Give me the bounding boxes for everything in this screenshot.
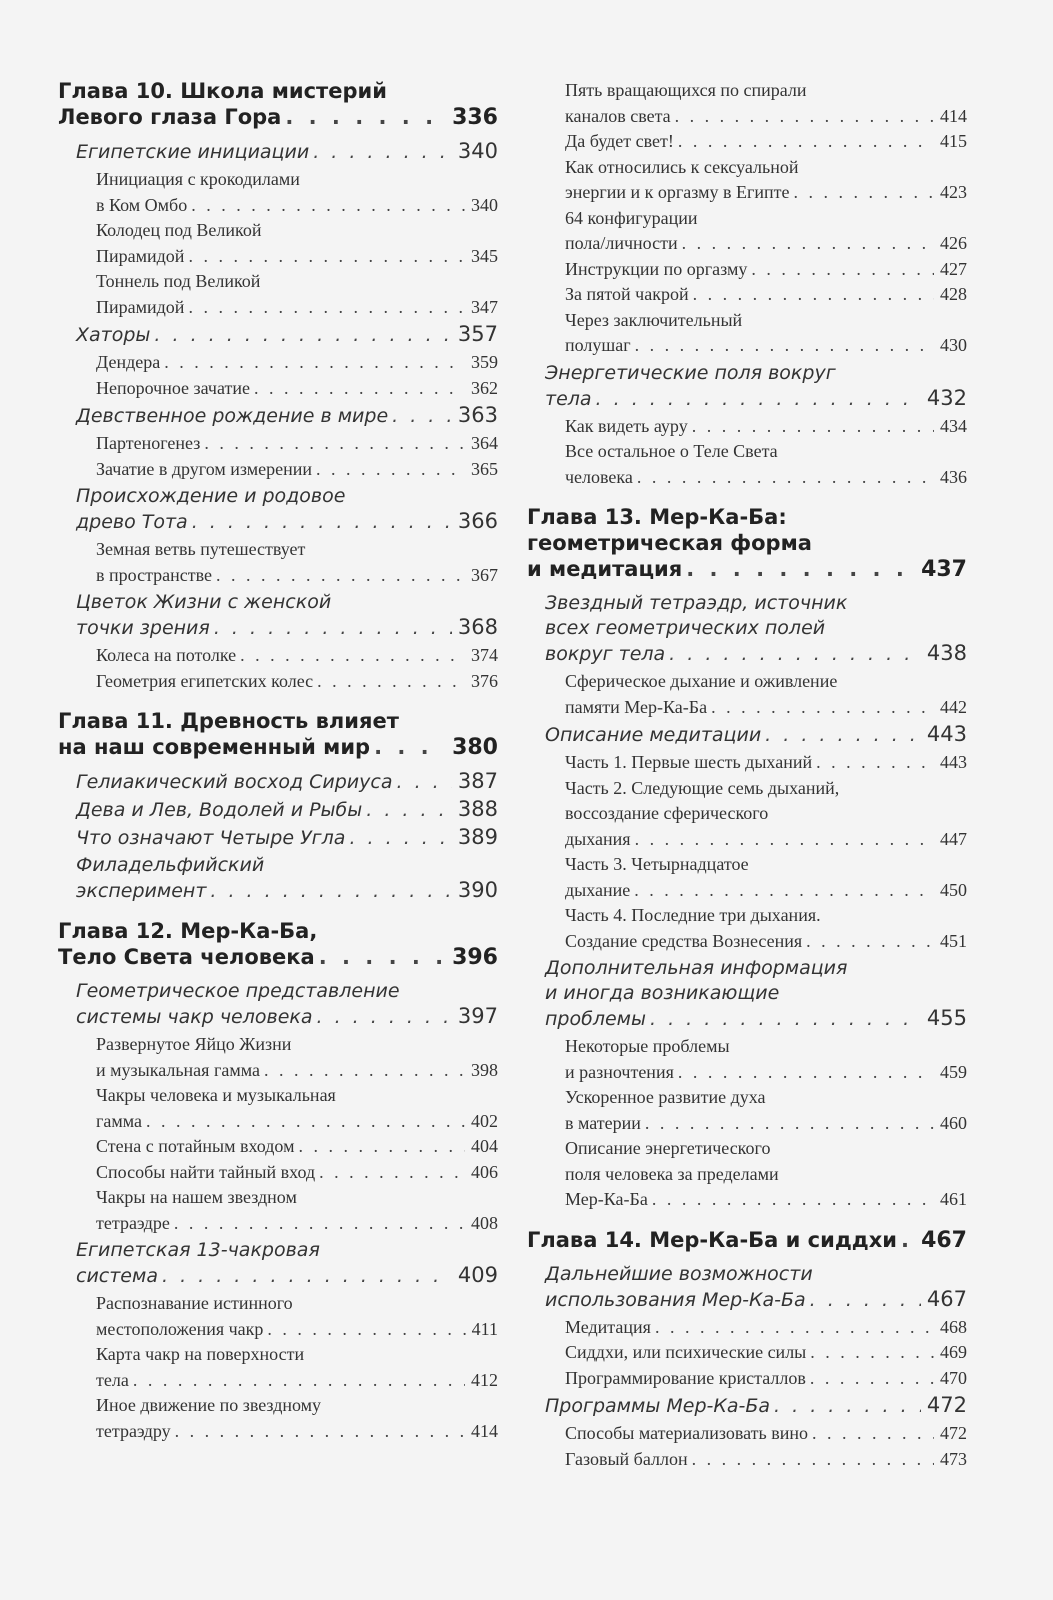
page-number: 472 (926, 1393, 967, 1417)
toc-entry-title-line: тела (96, 1369, 129, 1390)
toc-entry-title-line: Что означают Четыре Угла (76, 827, 346, 849)
page-number: 426 (940, 233, 967, 253)
dot-leader (816, 750, 934, 776)
toc-entry-title-line: вокруг тела (545, 643, 666, 665)
toc-entry-title-line: Энергетические поля вокруг (545, 361, 836, 384)
page-number: 447 (940, 828, 967, 849)
page-number: 442 (940, 696, 967, 717)
page-number: 374 (471, 645, 498, 665)
toc-section (545, 591, 967, 667)
dot-leader (313, 140, 452, 165)
page-number: 404 (471, 1136, 498, 1156)
page-number: 434 (940, 415, 967, 436)
toc-sub (96, 1160, 498, 1186)
dot-leader (204, 431, 465, 457)
page-number: 459 (940, 1061, 967, 1082)
dot-leader (682, 231, 934, 257)
toc-sub (565, 414, 967, 440)
page-number: 398 (471, 1059, 498, 1080)
toc-sub (565, 206, 967, 257)
toc-entry-title-line: Непорочное зачатие (96, 377, 250, 398)
toc-sub (565, 852, 967, 903)
toc-section (545, 361, 967, 412)
toc-sub (96, 457, 498, 483)
dot-leader (693, 282, 934, 308)
dot-leader (210, 879, 452, 904)
toc-entry-title-line: Да будет свет! (565, 131, 674, 151)
toc-section (76, 853, 498, 904)
toc-section (76, 403, 498, 429)
toc-sub (565, 78, 967, 129)
toc-entry-title-line: Способы найти тайный вход (96, 1161, 316, 1182)
toc-entry-title-line: Земная ветвь путешествует (96, 539, 306, 559)
toc-section (76, 139, 498, 165)
toc-entry-title-line: Часть 2. Следующие семь дыханий, (565, 777, 840, 798)
page-number: 397 (457, 1004, 498, 1028)
toc-entry-title-line: системы чакр человека (76, 1006, 313, 1028)
toc-entry-title-line: Инициация с крокодилами (96, 169, 300, 189)
toc-entry-title-line: Часть 1. Первые шесть дыханий (565, 752, 813, 772)
toc-entry-title-line: тела (545, 387, 592, 410)
page-number: 396 (452, 945, 498, 970)
toc-chapter (58, 708, 498, 761)
page-number: 387 (457, 769, 498, 793)
dot-leader (806, 929, 934, 955)
toc-entry-title-line: и музыкальная гамма (96, 1059, 260, 1080)
toc-entry-title-line: Филадельфийский (76, 854, 265, 876)
toc-entry-title-line: За пятой чакрой (565, 284, 689, 304)
toc-entry-title-line: Сиддхи, или психические силы (565, 1342, 807, 1362)
dot-leader (267, 1317, 465, 1343)
toc-entry-title-line: Колодец под Великой (96, 220, 262, 240)
toc-entry-title-line: и иногда возникающие (545, 982, 780, 1004)
dot-leader (175, 1419, 465, 1445)
dot-leader (396, 770, 451, 795)
toc-sub (565, 1366, 967, 1392)
page-number: 366 (457, 509, 498, 533)
toc-entry-title-line: Способы материализовать вино (565, 1423, 808, 1443)
page-number: 450 (940, 879, 967, 900)
toc-entry-title-line: Пирамидой (96, 245, 185, 266)
toc-entry-title-line: система (76, 1265, 158, 1287)
page-number: 368 (457, 615, 498, 639)
toc-entry-title-line: Некоторые проблемы (565, 1036, 730, 1056)
toc-entry-title-line: Иное движение по звездному (96, 1395, 322, 1415)
toc-entry-title-line: Дендера (96, 352, 161, 372)
dot-leader (214, 616, 452, 641)
toc-entry-title-line: 64 конфигурации (565, 207, 698, 228)
toc-sub (565, 282, 967, 308)
toc-entry-title-line: Стена с потайным входом (96, 1136, 295, 1156)
page-number: 359 (471, 352, 498, 372)
toc-entry-title-line: памяти Мер-Ка-Ба (565, 696, 708, 717)
toc-entry-title-line: эксперимент (76, 880, 207, 902)
toc-entry-title-line: Развернутое Яйцо Жизни (96, 1034, 292, 1054)
toc-entry-title-line: Создание средства Вознесения (565, 930, 803, 951)
toc-entry-title-line: полушаг (565, 335, 631, 355)
toc-sub (96, 1134, 498, 1160)
toc-entry-title-line: Левого глаза Гора (58, 105, 282, 129)
toc-entry-title-line: дыхание (565, 879, 631, 900)
toc-entry-title-line: Девственное рождение в мире (76, 405, 389, 427)
page-number: 451 (940, 930, 967, 951)
toc-sub (565, 903, 967, 954)
toc-entry-title-line: Чакры на нашем звездном (96, 1187, 297, 1207)
page-number: 428 (940, 284, 967, 304)
toc-entry-title-line: тетраэдру (96, 1420, 171, 1441)
toc-entry-title-line: Гелиакический восход Сириуса (76, 771, 393, 793)
toc-entry-title-line: Описание энергетического (565, 1138, 771, 1158)
dot-leader (645, 1111, 934, 1137)
toc-entry-title-line: Программирование кристаллов (565, 1367, 806, 1388)
page-number: 357 (457, 322, 498, 346)
page-number: 388 (457, 797, 498, 821)
toc-entry-title-line: Глава 10. Школа мистерий (58, 79, 387, 103)
toc-entry-title-line: местоположения чакр (96, 1318, 264, 1339)
toc-entry-title-line: Газовый баллон (565, 1448, 688, 1469)
toc-entry-title-line: в материи (565, 1112, 641, 1133)
dot-leader (298, 1134, 465, 1160)
page-number: 414 (471, 1420, 498, 1441)
toc-entry-title-line: Глава 12. Мер-Ка-Ба, (58, 919, 318, 943)
toc-entry-title-line: человека (565, 466, 633, 487)
toc-sub (565, 439, 967, 490)
page-number: 461 (940, 1189, 967, 1209)
toc-sub (565, 155, 967, 206)
page-number: 469 (940, 1342, 967, 1362)
toc-entry-title-line: Партеногенез (96, 433, 201, 453)
dot-leader (319, 944, 446, 970)
toc-entry-title-line: Мер-Ка-Ба (565, 1189, 648, 1209)
toc-sub (565, 1034, 967, 1085)
dot-leader (655, 1315, 934, 1341)
toc-sub (96, 1342, 498, 1393)
toc-entry-title-line: Дальнейшие возможности (545, 1262, 813, 1285)
toc-entry-title-line: Звездный тетраэдр, источник (545, 592, 848, 614)
page-number: 467 (921, 1227, 967, 1253)
dot-leader (154, 323, 451, 348)
toc-entry-title-line: в Ком Омбо (96, 194, 188, 215)
toc-entry-title-line: Зачатие в другом измерении (96, 458, 313, 479)
dot-leader (374, 734, 446, 760)
toc-entry-title-line: на наш современный мир (58, 735, 371, 759)
toc-sub (565, 1447, 967, 1473)
dot-leader (686, 556, 915, 582)
dot-leader (174, 1211, 465, 1237)
page-number: 376 (471, 670, 498, 691)
page-number: 473 (940, 1448, 967, 1469)
dot-leader (765, 723, 921, 748)
page-number: 364 (471, 433, 498, 453)
toc-entry-title-line: Описание медитации (545, 724, 762, 746)
toc-entry-title-line: Сферическое дыхание и оживление (565, 671, 838, 691)
toc-section (545, 1393, 967, 1419)
page-number: 336 (452, 105, 498, 130)
dot-leader (317, 1005, 452, 1030)
dot-leader (637, 465, 934, 491)
page-number: 362 (471, 377, 498, 398)
dot-leader (316, 457, 465, 483)
toc-entry-title-line: воссоздание сферического (565, 803, 769, 823)
toc-sub (565, 1085, 967, 1136)
toc-entry-title-line: Глава 11. Древность влияет (58, 709, 399, 733)
toc-entry-title-line: в пространстве (96, 564, 213, 585)
dot-leader (162, 1264, 452, 1289)
toc-sub (565, 1421, 967, 1447)
toc-entry-title-line: энергии и к оргазму в Египте (565, 182, 790, 202)
toc-sub (565, 129, 967, 155)
toc-section (76, 322, 498, 348)
toc-entry-title-line: Колеса на потолке (96, 645, 237, 665)
dot-leader (349, 826, 451, 851)
dot-leader (692, 1447, 934, 1473)
toc-entry-title-line: Тоннель под Великой (96, 271, 261, 291)
toc-entry-title-line: Пирамидой (96, 296, 185, 317)
dot-leader (240, 643, 465, 669)
toc-entry-title-line: Ускоренное развитие духа (565, 1087, 766, 1107)
toc-entry-title-line: Часть 3. Четырнадцатое (565, 854, 749, 874)
toc-entry-title-line: Часть 4. Последние три дыхания. (565, 905, 821, 925)
toc-entry-title-line: Как видеть ауру (565, 415, 688, 436)
dot-leader (810, 1366, 934, 1392)
toc-chapter (58, 78, 498, 131)
page-number: 455 (926, 1006, 967, 1030)
toc-sub (96, 167, 498, 218)
toc-entry-title-line: точки зрения (76, 617, 210, 639)
page-number: 408 (471, 1212, 498, 1233)
toc-entry-title-line: гамма (96, 1110, 143, 1131)
toc-sub (96, 350, 498, 376)
dot-leader (285, 104, 446, 130)
page-number: 406 (471, 1161, 498, 1182)
page-number: 423 (940, 182, 967, 202)
page-number: 467 (926, 1286, 967, 1311)
dot-leader (650, 1007, 921, 1032)
toc-section (545, 1262, 967, 1313)
toc-sub (565, 750, 967, 776)
page-number: 470 (940, 1367, 967, 1388)
toc-right-column (527, 78, 967, 1472)
toc-sub (565, 308, 967, 359)
page-number: 432 (926, 385, 967, 410)
toc-chapter (58, 918, 498, 971)
toc-entry-title-line: Дополнительная информация (545, 957, 848, 979)
toc-entry-title-line: и разночтения (565, 1061, 674, 1082)
page-number: 340 (457, 139, 498, 163)
page-number: 402 (471, 1110, 498, 1131)
page-number: 443 (940, 752, 967, 772)
toc-entry-title-line: Медитация (565, 1316, 651, 1337)
page-number: 389 (457, 825, 498, 849)
dot-leader (392, 404, 452, 429)
dot-leader (635, 333, 934, 359)
dot-leader (216, 563, 465, 589)
page-number: 340 (471, 194, 498, 215)
toc-entry-title-line: использования Мер-Ка-Ба (545, 1288, 806, 1311)
toc-entry-title-line: Хаторы (76, 324, 151, 346)
dot-leader (164, 350, 465, 376)
toc-sub (96, 1185, 498, 1236)
dot-leader (146, 1109, 465, 1135)
dot-leader (675, 104, 934, 130)
dot-leader (901, 1227, 915, 1253)
page-number: 347 (471, 296, 498, 317)
toc-entry-title-line: геометрическая форма (527, 531, 812, 555)
toc-sub (96, 269, 498, 320)
dot-leader (692, 414, 934, 440)
toc-entry-title-line: Дева и Лев, Водолей и Рыбы (76, 799, 363, 821)
toc-sub (96, 643, 498, 669)
page-number: 430 (940, 335, 967, 355)
toc-entry-title-line: тетраэдре (96, 1212, 170, 1233)
page-number: 365 (471, 458, 498, 479)
dot-leader (188, 244, 465, 270)
toc-section (545, 956, 967, 1032)
toc-entry-title-line: Чакры человека и музыкальная (96, 1085, 336, 1105)
toc-sub (565, 669, 967, 720)
toc-entry-title-line: Распознавание истинного (96, 1293, 293, 1313)
toc-entry-title-line: Карта чакр на поверхности (96, 1344, 305, 1364)
toc-sub (565, 776, 967, 853)
toc-sub (96, 376, 498, 402)
toc-sub (565, 1340, 967, 1366)
page-number: 380 (452, 735, 498, 760)
toc-sub (96, 1291, 498, 1342)
page-number: 411 (471, 1318, 498, 1339)
page-number: 367 (471, 564, 498, 585)
dot-leader (711, 695, 934, 721)
page-number: 443 (926, 722, 967, 746)
dot-leader (810, 1340, 934, 1366)
dot-leader (810, 1288, 921, 1313)
toc-entry-title-line: Все остальное о Теле Света (565, 441, 778, 461)
toc-entry-title-line: Цветок Жизни с женской (76, 591, 332, 613)
dot-leader (669, 642, 921, 667)
dot-leader (191, 193, 465, 219)
dot-leader (192, 510, 452, 535)
toc-left-column (58, 78, 498, 1444)
dot-leader (751, 257, 934, 283)
toc-sub (96, 431, 498, 457)
toc-entry-title-line: Пять вращающихся по спирали (565, 80, 807, 100)
toc-sub (96, 537, 498, 588)
toc-entry-title-line: Глава 13. Мер-Ка-Ба: (527, 505, 787, 529)
page-number: 412 (471, 1369, 498, 1390)
page-number: 414 (940, 105, 967, 126)
toc-entry-title-line: Глава 14. Мер-Ка-Ба и сиддхи (527, 1227, 898, 1252)
page-number: 460 (940, 1112, 967, 1133)
dot-leader (188, 295, 465, 321)
toc-section (76, 769, 498, 795)
toc-chapter (527, 504, 967, 583)
toc-entry-title-line: Геометрическое представление (76, 980, 400, 1002)
dot-leader (366, 798, 452, 823)
page-number: 409 (457, 1263, 498, 1287)
toc-entry-title-line: проблемы (545, 1008, 646, 1030)
dot-leader (812, 1421, 934, 1447)
dot-leader (133, 1368, 465, 1394)
toc-entry-title-line: дыхания (565, 828, 631, 849)
toc-section (76, 797, 498, 823)
toc-chapter (527, 1227, 967, 1254)
toc-entry-title-line: Как относились к сексуальной (565, 156, 799, 177)
dot-leader (596, 387, 921, 412)
toc-sub (96, 1083, 498, 1134)
toc-entry-title-line: Инструкции по оргазму (565, 258, 748, 279)
page-number: 363 (457, 403, 498, 427)
toc-sub (565, 1315, 967, 1341)
dot-leader (634, 878, 934, 904)
toc-sub (565, 257, 967, 283)
toc-section (545, 722, 967, 748)
dot-leader (317, 669, 465, 695)
page-number: 427 (940, 258, 967, 279)
dot-leader (678, 1060, 934, 1086)
toc-entry-title-line: поля человека за пределами (565, 1163, 779, 1184)
dot-leader (652, 1187, 934, 1213)
page-number: 468 (940, 1316, 967, 1337)
toc-entry-title-line: всех геометрических полей (545, 617, 826, 639)
toc-entry-title-line: Происхождение и родовое (76, 485, 346, 507)
page-number: 438 (926, 641, 967, 665)
toc-section (76, 979, 498, 1030)
page-number: 472 (940, 1423, 967, 1443)
toc-entry-title-line: каналов света (565, 105, 671, 126)
toc-section (76, 590, 498, 641)
dot-leader (774, 1394, 921, 1419)
toc-section (76, 484, 498, 535)
toc-entry-title-line: Через заключительный (565, 309, 743, 330)
toc-entry-title-line: древо Тота (76, 511, 188, 533)
toc-sub (96, 1393, 498, 1444)
page-number: 390 (457, 878, 498, 902)
toc-sub (96, 218, 498, 269)
dot-leader (635, 827, 934, 853)
page-number: 415 (940, 131, 967, 151)
toc-section (76, 1238, 498, 1289)
toc-entry-title-line: Египетская 13-чакровая (76, 1239, 320, 1261)
dot-leader (264, 1058, 465, 1084)
toc-section (76, 825, 498, 851)
dot-leader (319, 1160, 465, 1186)
toc-entry-title-line: Геометрия египетских колес (96, 670, 314, 691)
dot-leader (794, 180, 935, 206)
toc-sub (565, 1136, 967, 1213)
toc-entry-title-line: Египетские инициации (76, 141, 310, 163)
toc-entry-title-line: и медитация (527, 557, 683, 581)
toc-sub (96, 669, 498, 695)
toc-entry-title-line: Программы Мер-Ка-Ба (545, 1395, 771, 1417)
dot-leader (254, 376, 465, 402)
dot-leader (678, 129, 934, 155)
toc-entry-title-line: пола/личности (565, 233, 678, 253)
page-number: 437 (921, 557, 967, 582)
toc-entry-title-line: Тело Света человека (58, 945, 315, 969)
toc-sub (96, 1032, 498, 1083)
page-number: 345 (471, 245, 498, 266)
page-number: 436 (940, 466, 967, 487)
